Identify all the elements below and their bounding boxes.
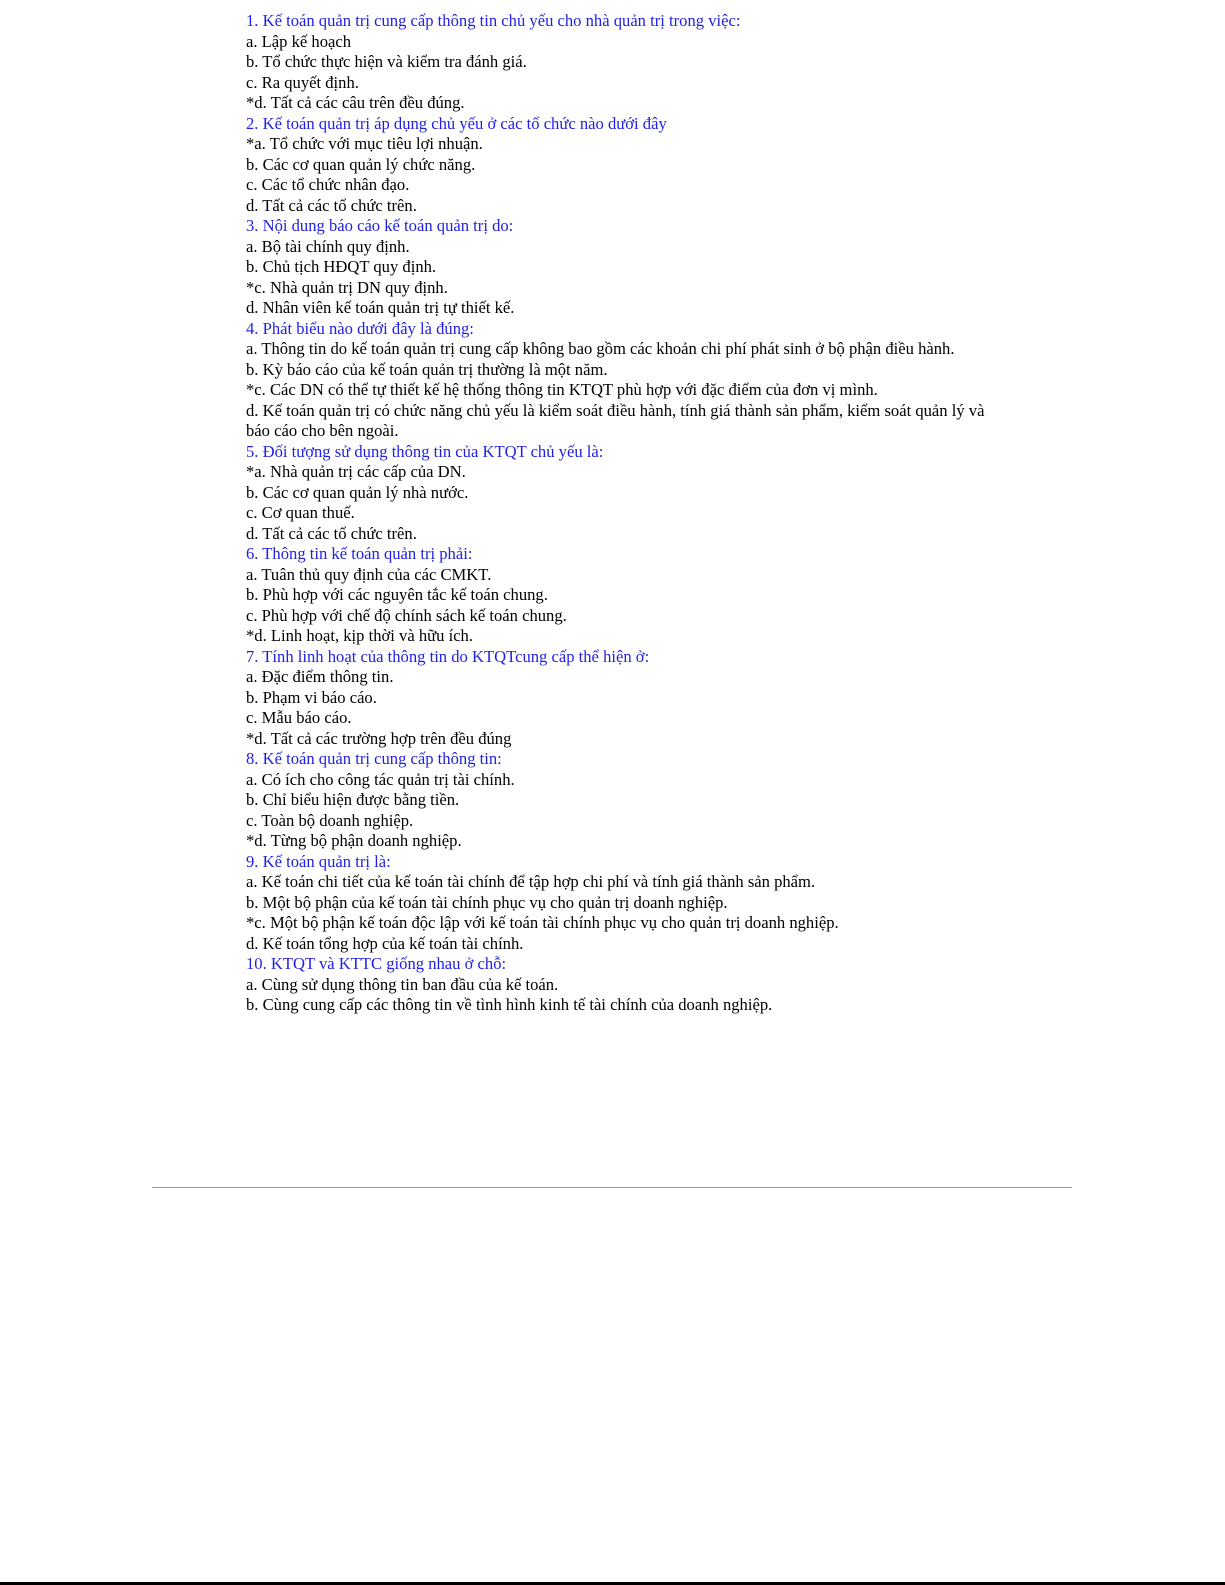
option-b: b. Phạm vi báo cáo. (246, 687, 377, 707)
option-c: c. Các tổ chức nhân đạo. (246, 175, 410, 194)
page-divider (152, 1187, 1072, 1188)
option-b: b. Chỉ biểu hiện được bằng tiền. (246, 790, 460, 809)
option-c: c. Toàn bộ doanh nghiệp. (246, 810, 414, 830)
option-d: d. Nhân viên kế toán quản trị tự thiết kế. (246, 298, 515, 317)
option-a: a. Có ích cho công tác quản trị tài chính. (246, 769, 515, 789)
question-title: 4. Phát biểu nào dưới đây là đúng: (246, 318, 474, 338)
question-title: 7. Tính linh hoạt của thông tin do KTQTcung cấp thể hiện ở: (246, 646, 650, 666)
question-title: 3. Nội dung báo cáo kế toán quản trị do: (246, 216, 514, 235)
option-c: c. Mẫu báo cáo. (246, 708, 352, 727)
question-9 (246, 852, 986, 955)
option-b: b. Các cơ quan quản lý chức năng. (246, 154, 476, 174)
question-title: 10. KTQT và KTTC giống nhau ở chỗ: (246, 954, 507, 973)
question-title: 5. Đối tượng sử dụng thông tin của KTQT chủ yếu là: (246, 441, 604, 461)
question-1 (246, 11, 986, 114)
question-title: 8. Kế toán quản trị cung cấp thông tin: (246, 749, 502, 768)
question-title: 1. Kế toán quản trị cung cấp thông tin chủ yếu cho nhà quản trị trong việc: (246, 11, 741, 30)
option-a: a. Thông tin do kế toán quản trị cung cấp không bao gồm các khoản chi phí phát sinh ở bộ phận điều hành. (246, 339, 955, 358)
question-title: 2. Kế toán quản trị áp dụng chủ yếu ở các tổ chức nào dưới đây (246, 113, 667, 133)
question-5 (246, 442, 986, 545)
option-a: a. Cùng sử dụng thông tin ban đầu của kế toán. (246, 974, 559, 994)
option-c: *c. Nhà quản trị DN quy định. (246, 277, 448, 297)
option-b: b. Các cơ quan quản lý nhà nước. (246, 482, 469, 502)
option-a: *a. Tổ chức với mục tiêu lợi nhuận. (246, 134, 483, 153)
option-b: b. Chủ tịch HĐQT quy định. (246, 257, 437, 276)
option-d: *d. Từng bộ phận doanh nghiệp. (246, 831, 462, 850)
option-b: b. Cùng cung cấp các thông tin về tình hình kinh tế tài chính của doanh nghiệp. (246, 995, 773, 1014)
question-2 (246, 114, 986, 217)
option-a: a. Tuân thủ quy định của các CMKT. (246, 564, 492, 584)
option-b: b. Phù hợp với các nguyên tắc kế toán chung. (246, 585, 548, 604)
option-b: b. Một bộ phận của kế toán tài chính phục vụ cho quản trị doanh nghiệp. (246, 892, 728, 912)
option-a: a. Bộ tài chính quy định. (246, 236, 410, 256)
option-a: a. Kế toán chi tiết của kế toán tài chính để tập hợp chi phí và tính giá thành sản phẩm. (246, 872, 816, 891)
option-d: d. Kế toán quản trị có chức năng chủ yếu là kiểm soát điều hành, tính giá thành sản phẩm, kiểm soát quản lý và báo cáo cho bên ngoài. (246, 400, 985, 440)
question-8 (246, 749, 986, 852)
question-3 (246, 216, 986, 319)
option-b: b. Tổ chức thực hiện và kiểm tra đánh giá. (246, 52, 527, 71)
option-d: *d. Tất cả các câu trên đều đúng. (246, 93, 465, 112)
question-10 (246, 954, 986, 1016)
option-c: *c. Một bộ phận kế toán độc lập với kế toán tài chính phục vụ cho quản trị doanh nghiệp. (246, 913, 839, 932)
question-title: 9. Kế toán quản trị là: (246, 851, 391, 871)
option-d: d. Kế toán tổng hợp của kế toán tài chính. (246, 933, 524, 953)
question-title: 6. Thông tin kế toán quản trị phải: (246, 544, 473, 563)
option-c: *c. Các DN có thể tự thiết kế hệ thống thông tin KTQT phù hợp với đặc điểm của đơn vị mình. (246, 380, 878, 399)
quiz-content (246, 11, 986, 1016)
option-c: c. Ra quyết định. (246, 72, 359, 92)
option-b: b. Kỳ báo cáo của kế toán quản trị thường là một năm. (246, 359, 608, 379)
option-c: c. Phù hợp với chế độ chính sách kế toán chung. (246, 605, 567, 625)
option-a: *a. Nhà quản trị các cấp của DN. (246, 462, 466, 481)
option-c: c. Cơ quan thuế. (246, 503, 355, 522)
option-a: a. Đặc điểm thông tin. (246, 667, 394, 686)
option-d: d. Tất cả các tổ chức trên. (246, 195, 417, 215)
option-d: *d. Tất cả các trường hợp trên đều đúng (246, 728, 512, 748)
question-4 (246, 319, 986, 442)
question-7 (246, 647, 986, 750)
option-d: d. Tất cả các tổ chức trên. (246, 523, 417, 543)
option-d: *d. Linh hoạt, kịp thời và hữu ích. (246, 626, 474, 645)
question-6 (246, 544, 986, 647)
option-a: a. Lập kế hoạch (246, 31, 352, 51)
